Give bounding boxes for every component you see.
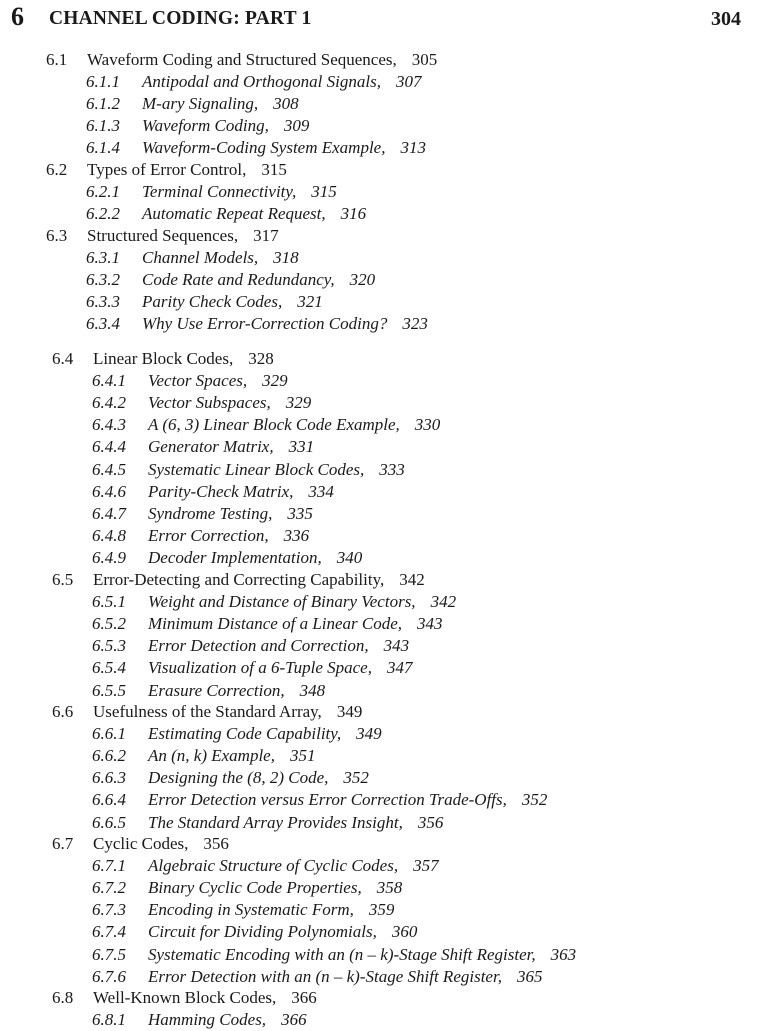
section-title-line	[87, 159, 287, 181]
subsection-number: 6.3.3	[86, 292, 120, 311]
subsection-page: 359	[368, 900, 395, 919]
subsection-title-line	[148, 392, 311, 414]
subsection-page: 307	[395, 72, 422, 91]
subsection-title-line	[148, 459, 405, 481]
subsection-title: Encoding in Systematic Form,	[148, 900, 354, 919]
subsection-number: 6.6.4	[92, 790, 126, 809]
subsection-title: Erasure Correction,	[148, 681, 285, 700]
subsection-title: Minimum Distance of a Linear Code,	[148, 614, 403, 633]
subsection-number: 6.5.1	[92, 592, 126, 611]
subsection-title-line	[148, 613, 443, 635]
subsection-title-line	[142, 291, 323, 313]
section-page: 349	[336, 702, 363, 721]
section-number: 6.5	[52, 570, 74, 589]
subsection-title: Waveform Coding,	[142, 116, 269, 135]
section-page: 328	[248, 349, 274, 368]
subsection-title-line	[148, 635, 409, 657]
subsection-title-line	[148, 591, 456, 613]
subsection-number: 6.8.1	[92, 1010, 126, 1029]
subsection-title-line	[148, 1009, 307, 1031]
subsection-title-line	[148, 767, 369, 789]
section-number: 6.8	[52, 988, 74, 1007]
subsection-page: 329	[262, 371, 288, 390]
subsection-page: 357	[413, 856, 439, 875]
subsection-title-line	[142, 313, 428, 335]
subsection-title-line	[142, 93, 299, 115]
subsection-title-line	[148, 481, 334, 503]
subsection-number: 6.2.2	[86, 204, 120, 223]
subsection-number: 6.7.4	[92, 922, 126, 941]
subsection-title-line	[142, 137, 426, 159]
subsection-number: 6.6.5	[92, 813, 126, 832]
section-title-line	[93, 987, 317, 1009]
subsection-title: Estimating Code Capability,	[148, 724, 342, 743]
section-number: 6.3	[46, 226, 68, 245]
subsection-number: 6.1.2	[86, 94, 120, 113]
subsection-title-line	[148, 370, 288, 392]
subsection-page: 313	[400, 138, 426, 157]
subsection-number: 6.4.3	[92, 415, 126, 434]
subsection-page: 331	[288, 437, 315, 456]
subsection-title: M-ary Signaling,	[142, 94, 259, 113]
section-number: 6.1	[46, 50, 68, 69]
subsection-page: 358	[376, 878, 403, 897]
section-title: Waveform Coding and Structured Sequences,	[87, 50, 397, 69]
subsection-page: 352	[521, 790, 548, 809]
section-title-line	[93, 701, 362, 723]
subsection-title-line	[148, 944, 576, 966]
subsection-page: 318	[273, 248, 299, 267]
section-number: 6.6	[52, 702, 74, 721]
section-page: 317	[253, 226, 279, 245]
section-title: Types of Error Control,	[87, 160, 247, 179]
section-page: 315	[261, 160, 287, 179]
subsection-page: 360	[391, 922, 418, 941]
subsection-title: Decoder Implementation,	[148, 548, 322, 567]
subsection-title: Vector Subspaces,	[148, 393, 271, 412]
subsection-number: 6.4.9	[92, 548, 126, 567]
subsection-page: 342	[430, 592, 457, 611]
section-title: Structured Sequences,	[87, 226, 239, 245]
section-title: Linear Block Codes,	[93, 349, 234, 368]
subsection-title-line	[142, 115, 309, 137]
subsection-title: Error Correction,	[148, 526, 269, 545]
subsection-title: An (n, k) Example,	[148, 746, 275, 765]
subsection-title-line	[148, 525, 309, 547]
section-title-line	[93, 833, 229, 855]
subsection-number: 6.1.3	[86, 116, 120, 135]
subsection-number: 6.4.1	[92, 371, 126, 390]
section-title: Well-Known Block Codes,	[93, 988, 277, 1007]
subsection-number: 6.3.1	[86, 248, 120, 267]
subsection-title: Syndrome Testing,	[148, 504, 273, 523]
subsection-title-line	[148, 745, 315, 767]
subsection-number: 6.6.1	[92, 724, 126, 743]
subsection-page: 321	[297, 292, 323, 311]
subsection-number: 6.7.3	[92, 900, 126, 919]
subsection-number: 6.7.5	[92, 945, 126, 964]
subsection-title: Weight and Distance of Binary Vectors,	[148, 592, 416, 611]
subsection-number: 6.4.8	[92, 526, 126, 545]
subsection-number: 6.5.5	[92, 681, 126, 700]
section-title-line	[93, 569, 425, 591]
subsection-page: 330	[414, 415, 441, 434]
subsection-title-line	[142, 203, 366, 225]
section-title-line	[93, 348, 274, 370]
subsection-number: 6.4.7	[92, 504, 126, 523]
section-number: 6.7	[52, 834, 74, 853]
subsection-number: 6.5.3	[92, 636, 126, 655]
subsection-page: 309	[283, 116, 310, 135]
subsection-title: Designing the (8, 2) Code,	[148, 768, 329, 787]
subsection-title: Algebraic Structure of Cyclic Codes,	[148, 856, 399, 875]
section-page: 366	[291, 988, 317, 1007]
section-title-line	[87, 49, 437, 71]
section-title: Usefulness of the Standard Array,	[93, 702, 322, 721]
subsection-page: 348	[299, 681, 326, 700]
subsection-title: Generator Matrix,	[148, 437, 274, 456]
subsection-title: Parity-Check Matrix,	[148, 482, 294, 501]
subsection-number: 6.3.4	[86, 314, 120, 333]
subsection-page: 343	[383, 636, 410, 655]
subsection-title: Systematic Linear Block Codes,	[148, 460, 365, 479]
subsection-title: Hamming Codes,	[148, 1010, 267, 1029]
subsection-title: Parity Check Codes,	[142, 292, 283, 311]
chapter-number: 6	[11, 2, 24, 31]
subsection-number: 6.1.4	[86, 138, 120, 157]
subsection-number: 6.7.2	[92, 878, 126, 897]
subsection-title-line	[148, 877, 402, 899]
subsection-title: Channel Models,	[142, 248, 259, 267]
subsection-title: Code Rate and Redundancy,	[142, 270, 335, 289]
subsection-number: 6.7.1	[92, 856, 126, 875]
subsection-title: Error Detection with an (n – k)-Stage Shift Register,	[148, 967, 502, 986]
section-page: 342	[399, 570, 425, 589]
subsection-page: 343	[417, 614, 443, 633]
subsection-title-line	[148, 657, 412, 679]
subsection-page: 347	[386, 658, 413, 677]
subsection-page: 349	[356, 724, 382, 743]
subsection-title: Systematic Encoding with an (n – k)-Stage Shift Register,	[148, 945, 536, 964]
subsection-number: 6.6.3	[92, 768, 126, 787]
subsection-title: Terminal Connectivity,	[142, 182, 297, 201]
subsection-page: 340	[336, 548, 363, 567]
subsection-title-line	[142, 71, 421, 93]
subsection-title-line	[148, 723, 382, 745]
subsection-page: 352	[343, 768, 369, 787]
subsection-number: 6.4.2	[92, 393, 126, 412]
subsection-title: Error Detection and Correction,	[148, 636, 369, 655]
section-title: Cyclic Codes,	[93, 834, 189, 853]
subsection-title: The Standard Array Provides Insight,	[148, 813, 403, 832]
subsection-page: 335	[287, 504, 313, 523]
subsection-title: Automatic Repeat Request,	[142, 204, 326, 223]
subsection-title: Why Use Error-Correction Coding?	[142, 314, 388, 333]
subsection-title: Error Detection versus Error Correction Trade-Offs,	[148, 790, 507, 809]
section-title: Error-Detecting and Correcting Capability,	[93, 570, 385, 589]
subsection-title-line	[142, 247, 299, 269]
subsection-number: 6.3.2	[86, 270, 120, 289]
subsection-number: 6.4.5	[92, 460, 126, 479]
subsection-page: 336	[283, 526, 310, 545]
subsection-title-line	[148, 855, 439, 877]
subsection-page: 351	[289, 746, 316, 765]
subsection-page: 363	[550, 945, 577, 964]
subsection-title-line	[148, 921, 417, 943]
subsection-title-line	[148, 966, 542, 988]
subsection-title-line	[148, 414, 440, 436]
subsection-title: Waveform-Coding System Example,	[142, 138, 386, 157]
subsection-title-line	[148, 547, 362, 569]
subsection-page: 329	[285, 393, 312, 412]
subsection-title-line	[142, 269, 375, 291]
subsection-page: 315	[311, 182, 337, 201]
subsection-page: 308	[273, 94, 299, 113]
section-page: 305	[411, 50, 438, 69]
subsection-title-line	[148, 789, 547, 811]
subsection-number: 6.7.6	[92, 967, 126, 986]
section-title-line	[87, 225, 279, 247]
subsection-page: 320	[349, 270, 376, 289]
subsection-number: 6.2.1	[86, 182, 120, 201]
subsection-number: 6.5.2	[92, 614, 126, 633]
subsection-page: 316	[340, 204, 367, 223]
subsection-page: 365	[516, 967, 543, 986]
subsection-title-line	[142, 181, 337, 203]
section-number: 6.4	[52, 349, 74, 368]
subsection-page: 333	[379, 460, 405, 479]
section-number: 6.2	[46, 160, 68, 179]
subsection-title: Circuit for Dividing Polynomials,	[148, 922, 377, 941]
section-page: 356	[203, 834, 229, 853]
subsection-number: 6.6.2	[92, 746, 126, 765]
subsection-title: Vector Spaces,	[148, 371, 248, 390]
subsection-title-line	[148, 436, 314, 458]
subsection-page: 334	[308, 482, 334, 501]
subsection-number: 6.4.6	[92, 482, 126, 501]
subsection-page: 356	[417, 813, 444, 832]
page-number: 304	[711, 8, 741, 30]
subsection-title: Binary Cyclic Code Properties,	[148, 878, 362, 897]
subsection-page: 323	[402, 314, 428, 333]
subsection-title-line	[148, 812, 443, 834]
subsection-number: 6.5.4	[92, 658, 126, 677]
subsection-title: Antipodal and Orthogonal Signals,	[142, 72, 381, 91]
subsection-title: A (6, 3) Linear Block Code Example,	[148, 415, 400, 434]
subsection-title: Visualization of a 6-Tuple Space,	[148, 658, 372, 677]
subsection-title-line	[148, 503, 313, 525]
subsection-number: 6.1.1	[86, 72, 120, 91]
subsection-number: 6.4.4	[92, 437, 126, 456]
subsection-title-line	[148, 899, 394, 921]
subsection-title-line	[148, 680, 325, 702]
chapter-title: CHANNEL CODING: PART 1	[49, 8, 312, 29]
subsection-page: 366	[281, 1010, 307, 1029]
